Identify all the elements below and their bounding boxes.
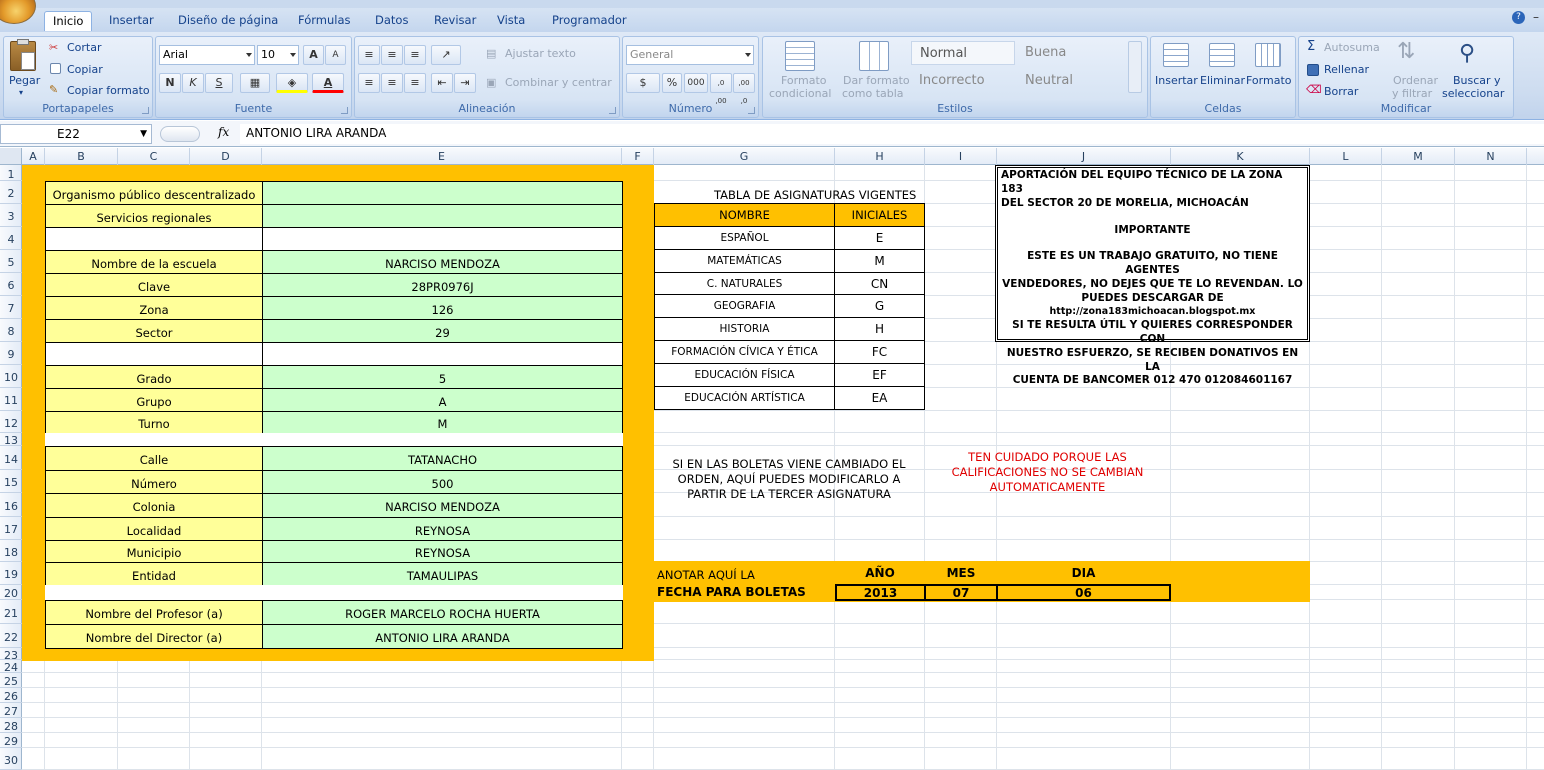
subject-initials-cell: E (834, 226, 925, 250)
alignment-launcher-icon[interactable] (609, 107, 616, 114)
tab-diseno-pagina[interactable]: Diseño de página (178, 13, 279, 27)
row-header[interactable]: 9 (0, 342, 22, 365)
date-day-cell[interactable]: 06 (996, 584, 1171, 601)
style-normal[interactable]: Normal (911, 41, 1015, 65)
row-header[interactable]: 21 (0, 600, 22, 624)
notice-body4: SI TE RESULTA ÚTIL Y QUIERES CORRESPONDER CON (1012, 319, 1293, 345)
tab-formulas[interactable]: Fórmulas (298, 13, 351, 27)
subject-initials-cell: M (834, 249, 925, 273)
form-value-2[interactable] (262, 181, 623, 205)
form-label-7: Zona (45, 296, 263, 320)
orientation-icon[interactable]: ↗ (431, 45, 461, 65)
row-header[interactable]: 26 (0, 688, 22, 703)
minimize-ribbon-icon[interactable]: – (1533, 10, 1539, 24)
group-label-number: Número (668, 102, 713, 115)
row-header[interactable]: 4 (0, 227, 22, 250)
form-value-6[interactable]: 28PR0976J (262, 273, 623, 297)
copy-button[interactable]: Copiar (67, 63, 103, 76)
column-header[interactable]: F (622, 148, 654, 165)
notice-important: IMPORTANTE (1114, 224, 1191, 237)
order-note-line1: SI EN LAS BOLETAS VIENE CAMBIADO EL (672, 457, 906, 471)
increase-indent-icon[interactable]: ⇥ (454, 73, 476, 93)
order-note-line3: PARTIR DE LA TERCER ASIGNATURA (687, 487, 891, 501)
row-header[interactable]: 27 (0, 703, 22, 718)
row-header[interactable]: 25 (0, 673, 22, 688)
column-header[interactable]: G (654, 148, 835, 165)
form-value-10[interactable]: 5 (262, 365, 623, 389)
help-icon[interactable]: ? (1512, 11, 1525, 24)
conditional-format-label2: condicional (769, 87, 832, 100)
font-size-select[interactable] (257, 45, 299, 65)
merge-center-button[interactable]: Combinar y centrar (505, 76, 612, 89)
column-header[interactable]: D (190, 148, 262, 165)
subject-name-cell: ESPAÑOL (654, 226, 835, 250)
align-right-icon[interactable]: ≡ (404, 73, 426, 93)
decrease-indent-icon[interactable]: ⇤ (431, 73, 453, 93)
form-label-4 (45, 227, 263, 251)
subject-name-cell: EDUCACIÓN ARTÍSTICA (654, 386, 835, 410)
wrap-text-button[interactable]: Ajustar texto (505, 47, 576, 60)
form-label-16: Colonia (45, 493, 263, 518)
gridline-h (22, 702, 1544, 703)
sort-filter-button[interactable]: Ordenar (1393, 74, 1438, 87)
group-label-font: Fuente (234, 102, 273, 115)
row-header[interactable]: 2 (0, 181, 22, 204)
align-left-icon[interactable]: ≡ (358, 73, 380, 93)
clipboard-launcher-icon[interactable] (142, 107, 149, 114)
style-neutral[interactable]: Neutral (1025, 73, 1073, 88)
percent-button[interactable]: % (662, 73, 682, 93)
group-styles (762, 36, 1148, 118)
fill-button[interactable]: Rellenar (1324, 63, 1370, 76)
subjects-title (654, 188, 917, 202)
format-painter-icon: ✎ (49, 83, 59, 96)
name-box[interactable]: E22 ▼ (0, 124, 152, 144)
notice-body2: VENDEDORES, NO DEJES QUE TE LO REVENDAN. LO (1002, 277, 1303, 290)
font-color-button[interactable]: A (312, 73, 344, 93)
number-format-select[interactable] (626, 45, 754, 65)
row-header[interactable]: 23 (0, 648, 22, 660)
form-value-15[interactable]: 500 (262, 470, 623, 494)
column-header[interactable]: M (1382, 148, 1455, 165)
font-name-value: Arial (163, 48, 188, 61)
form-value-3[interactable] (262, 204, 623, 228)
tab-programador[interactable]: Programador (552, 13, 627, 27)
gridline-v (1381, 165, 1382, 770)
copy-icon (50, 63, 61, 74)
subject-initials-cell: CN (834, 272, 925, 296)
tab-vista[interactable]: Vista (497, 13, 526, 27)
column-header[interactable]: N (1455, 148, 1527, 165)
form-value-22[interactable]: ANTONIO LIRA ARANDA (262, 624, 623, 649)
subject-initials-cell: EF (834, 363, 925, 387)
font-name-select[interactable] (159, 45, 255, 65)
format-cells-icon (1255, 43, 1281, 67)
grow-font-button[interactable]: A (303, 45, 324, 65)
format-cells-button[interactable]: Formato (1246, 74, 1292, 87)
table-format-label2: como tabla (842, 87, 904, 100)
subject-name-cell: FORMACIÓN CÍVICA Y ÉTICA (654, 340, 835, 364)
gridline-v (1454, 165, 1455, 770)
column-header[interactable]: J (997, 148, 1171, 165)
subjects-header-name: NOMBRE (654, 203, 835, 227)
notice-line1: APORTACIÓN DEL EQUIPO TÉCNICO DE LA ZONA 183 (1001, 169, 1283, 195)
table-format-button[interactable]: Dar formato (843, 74, 910, 87)
date-month-cell[interactable]: 07 (924, 584, 998, 601)
form-label-2: Organismo público descentralizado (45, 181, 263, 205)
number-launcher-icon[interactable] (748, 107, 755, 114)
form-label-19: Entidad (45, 562, 263, 586)
formula-input[interactable]: ANTONIO LIRA ARANDA (240, 124, 1544, 144)
gridline-h (22, 672, 1544, 673)
column-header[interactable]: A (22, 148, 45, 165)
table-format-icon (859, 41, 889, 71)
align-bottom-icon[interactable]: ≡ (404, 45, 426, 65)
group-label-styles: Estilos (937, 102, 973, 115)
insert-cells-icon (1163, 43, 1189, 67)
merge-center-icon: ▣ (486, 76, 497, 89)
italic-button[interactable]: K (182, 73, 204, 93)
format-painter-button[interactable]: Copiar formato (67, 84, 150, 97)
increase-decimal-button[interactable]: ,0 ,00 (710, 73, 732, 93)
align-center-icon[interactable]: ≡ (381, 73, 403, 93)
form-separator-20 (45, 585, 623, 600)
form-label-6: Clave (45, 273, 263, 297)
order-note (654, 457, 924, 502)
row-header[interactable]: 19 (0, 562, 22, 585)
font-size-value: 10 (261, 48, 275, 61)
cut-button[interactable]: Cortar (67, 41, 102, 54)
group-label-editing: Modificar (1380, 102, 1432, 115)
form-label-14: Calle (45, 446, 263, 471)
clear-icon: ⌫ (1306, 83, 1322, 96)
row-header[interactable]: 10 (0, 365, 22, 388)
column-header[interactable]: K (1171, 148, 1310, 165)
subject-name-cell: C. NATURALES (654, 272, 835, 296)
insert-function-button[interactable]: fx (218, 125, 230, 139)
row-header[interactable]: 20 (0, 585, 22, 600)
notice-body3: PUEDES DESCARGAR DE (1081, 291, 1224, 304)
notice-body5: NUESTRO ESFUERZO, SE RECIBEN DONATIVOS EN LA (1006, 346, 1299, 373)
gridline-h (22, 747, 1544, 748)
warning-line1: TEN CUIDADO PORQUE LAS (968, 450, 1127, 464)
form-label-21: Nombre del Profesor (a) (45, 600, 263, 625)
notice-box (995, 165, 1310, 387)
binoculars-icon: ⚲ (1459, 41, 1476, 66)
subject-name-cell: HISTORIA (654, 317, 835, 341)
column-header[interactable]: H (835, 148, 925, 165)
row-header[interactable]: 24 (0, 660, 22, 673)
date-header-day: DIA (1071, 566, 1096, 580)
form-value-12[interactable]: M (262, 411, 623, 434)
select-all-button[interactable] (0, 148, 22, 165)
tab-datos[interactable]: Datos (375, 13, 409, 27)
styles-scroll-icon[interactable] (1128, 41, 1142, 93)
title-bar (0, 0, 1544, 8)
paste-button[interactable]: Pegar (9, 74, 41, 87)
thousands-button[interactable]: 000 (684, 73, 708, 93)
subject-name-cell: GEOGRAFIA (654, 294, 835, 318)
group-font (155, 36, 352, 118)
warning-note (925, 450, 1170, 495)
notice-body1: ESTE ES UN TRABAJO GRATUITO, NO TIENE AGENTES (1027, 250, 1278, 276)
row-header[interactable]: 18 (0, 540, 22, 562)
currency-button[interactable]: $ (626, 73, 660, 93)
form-separator-13 (45, 433, 623, 446)
subject-initials-cell: FC (834, 340, 925, 364)
tab-insertar[interactable]: Insertar (109, 13, 154, 27)
style-bad[interactable]: Incorrecto (919, 73, 985, 88)
row-header[interactable]: 6 (0, 273, 22, 296)
subjects-title-text: TABLA DE ASIGNATURAS VIGENTES (714, 188, 917, 202)
find-select-button[interactable]: Buscar y (1453, 74, 1501, 87)
sort-filter-icon: ⇅ (1397, 39, 1416, 64)
style-good[interactable]: Buena (1025, 45, 1067, 60)
underline-button[interactable]: S (205, 73, 233, 93)
autosum-icon: Σ (1307, 39, 1316, 54)
form-value-14[interactable]: TATANACHO (262, 446, 623, 471)
column-header[interactable]: I (925, 148, 997, 165)
form-label-5: Nombre de la escuela (45, 250, 263, 274)
form-value-18[interactable]: REYNOSA (262, 540, 623, 563)
cut-icon: ✂ (49, 41, 59, 54)
row-header[interactable]: 1 (0, 165, 22, 181)
row-header[interactable]: 13 (0, 433, 22, 446)
date-label1: ANOTAR AQUÍ LA (657, 568, 755, 582)
order-note-line2: ORDEN, AQUÍ PUEDES MODIFICARLO A (677, 472, 901, 486)
gridline-v (1526, 165, 1527, 770)
conditional-format-icon (785, 41, 815, 71)
column-header[interactable]: C (118, 148, 190, 165)
gridline-h (22, 732, 1544, 733)
date-label2: FECHA PARA BOLETAS (657, 585, 806, 599)
date-header-month: MES (946, 566, 976, 580)
wrap-text-icon: ▤ (486, 47, 497, 60)
row-header[interactable]: 28 (0, 718, 22, 733)
row-header[interactable]: 11 (0, 388, 22, 411)
form-value-4[interactable] (262, 227, 623, 251)
delete-cells-button[interactable]: Eliminar (1200, 74, 1246, 87)
autosum-button[interactable]: Autosuma (1324, 41, 1380, 54)
insert-cells-button[interactable]: Insertar (1155, 74, 1198, 87)
subjects-header-initials: INICIALES (834, 203, 925, 227)
row-header[interactable]: 29 (0, 733, 22, 748)
form-label-12: Turno (45, 411, 263, 434)
row-header[interactable]: 8 (0, 319, 22, 342)
form-value-7[interactable]: 126 (262, 296, 623, 320)
group-number (622, 36, 759, 118)
form-value-11[interactable]: A (262, 388, 623, 412)
subject-name-cell: MATEMÁTICAS (654, 249, 835, 273)
form-label-3: Servicios regionales (45, 204, 263, 228)
sort-filter-label2: y filtrar (1392, 87, 1433, 100)
subject-initials-cell: G (834, 294, 925, 318)
name-box-value: E22 (57, 127, 80, 141)
row-header[interactable]: 30 (0, 748, 22, 770)
form-label-11: Grupo (45, 388, 263, 412)
group-label-alignment: Alineación (458, 102, 516, 115)
row-header[interactable]: 12 (0, 411, 22, 433)
delete-cells-icon (1209, 43, 1235, 67)
row-header[interactable]: 14 (0, 446, 22, 470)
form-label-18: Municipio (45, 540, 263, 563)
form-label-15: Número (45, 470, 263, 494)
group-editing (1298, 36, 1514, 118)
bold-button[interactable]: N (159, 73, 181, 93)
column-header[interactable]: L (1310, 148, 1382, 165)
group-alignment (354, 36, 620, 118)
row-header[interactable]: 22 (0, 624, 22, 648)
form-value-21[interactable]: ROGER MARCELO ROCHA HUERTA (262, 600, 623, 625)
form-value-8[interactable]: 29 (262, 319, 623, 343)
date-header-year: AÑO (865, 566, 895, 580)
row-header[interactable]: 7 (0, 296, 22, 319)
gridline-h (22, 687, 1544, 688)
form-value-19[interactable]: TAMAULIPAS (262, 562, 623, 586)
group-label-cells: Celdas (1204, 102, 1242, 115)
notice-url: http://zona183michoacan.blogspot.mx (1049, 306, 1256, 318)
row-header[interactable]: 17 (0, 517, 22, 540)
shrink-font-button[interactable]: A (325, 45, 346, 65)
decrease-decimal-button[interactable]: ,00 ,0 (733, 73, 755, 93)
row-header[interactable]: 15 (0, 470, 22, 493)
tab-inicio[interactable]: Inicio (44, 11, 92, 31)
number-format-value: General (630, 48, 674, 61)
warning-line3: AUTOMATICAMENTE (989, 480, 1106, 494)
borders-icon[interactable]: ▦ (240, 73, 270, 93)
form-label-22: Nombre del Director (a) (45, 624, 263, 649)
fill-icon (1307, 64, 1319, 76)
column-header[interactable]: B (45, 148, 118, 165)
row-header[interactable]: 5 (0, 250, 22, 273)
form-label-17: Localidad (45, 517, 263, 541)
warning-line2: CALIFICACIONES NO SE CAMBIAN (951, 465, 1144, 479)
notice-body6: CUENTA DE BANCOMER 012 470 012084601167 (1012, 374, 1293, 387)
find-select-label2: seleccionar (1442, 87, 1505, 100)
row-header[interactable]: 3 (0, 204, 22, 227)
font-launcher-icon[interactable] (341, 107, 348, 114)
formula-bar-handle-icon[interactable] (160, 126, 200, 142)
gridline-h (22, 717, 1544, 718)
conditional-format-button[interactable]: Formato (781, 74, 827, 87)
fill-color-icon[interactable]: ◈ (276, 73, 308, 93)
form-label-9 (45, 342, 263, 366)
form-label-8: Sector (45, 319, 263, 343)
form-value-16[interactable]: NARCISO MENDOZA (262, 493, 623, 518)
date-year-cell[interactable]: 2013 (835, 584, 926, 601)
form-value-17[interactable]: REYNOSA (262, 517, 623, 541)
align-top-icon[interactable]: ≡ (358, 45, 380, 65)
form-label-10: Grado (45, 365, 263, 389)
subject-initials-cell: H (834, 317, 925, 341)
form-value-5[interactable]: NARCISO MENDOZA (262, 250, 623, 274)
group-cells (1150, 36, 1296, 118)
row-header[interactable]: 16 (0, 493, 22, 517)
subject-initials-cell: EA (834, 386, 925, 410)
clear-button[interactable]: Borrar (1324, 85, 1359, 98)
align-middle-icon[interactable]: ≡ (381, 45, 403, 65)
group-clipboard: Pegar ▾ ✂ Cortar Copiar ✎ Copiar formato Portapapeles (3, 36, 153, 118)
column-header[interactable]: E (262, 148, 622, 165)
group-label-clipboard: Portapapeles (42, 102, 114, 115)
tab-revisar[interactable]: Revisar (434, 13, 477, 27)
paste-icon (10, 41, 36, 71)
subject-name-cell: EDUCACIÓN FÍSICA (654, 363, 835, 387)
notice-line2: DEL SECTOR 20 DE MORELIA, MICHOACÁN (1001, 196, 1249, 209)
form-value-9[interactable] (262, 342, 623, 366)
